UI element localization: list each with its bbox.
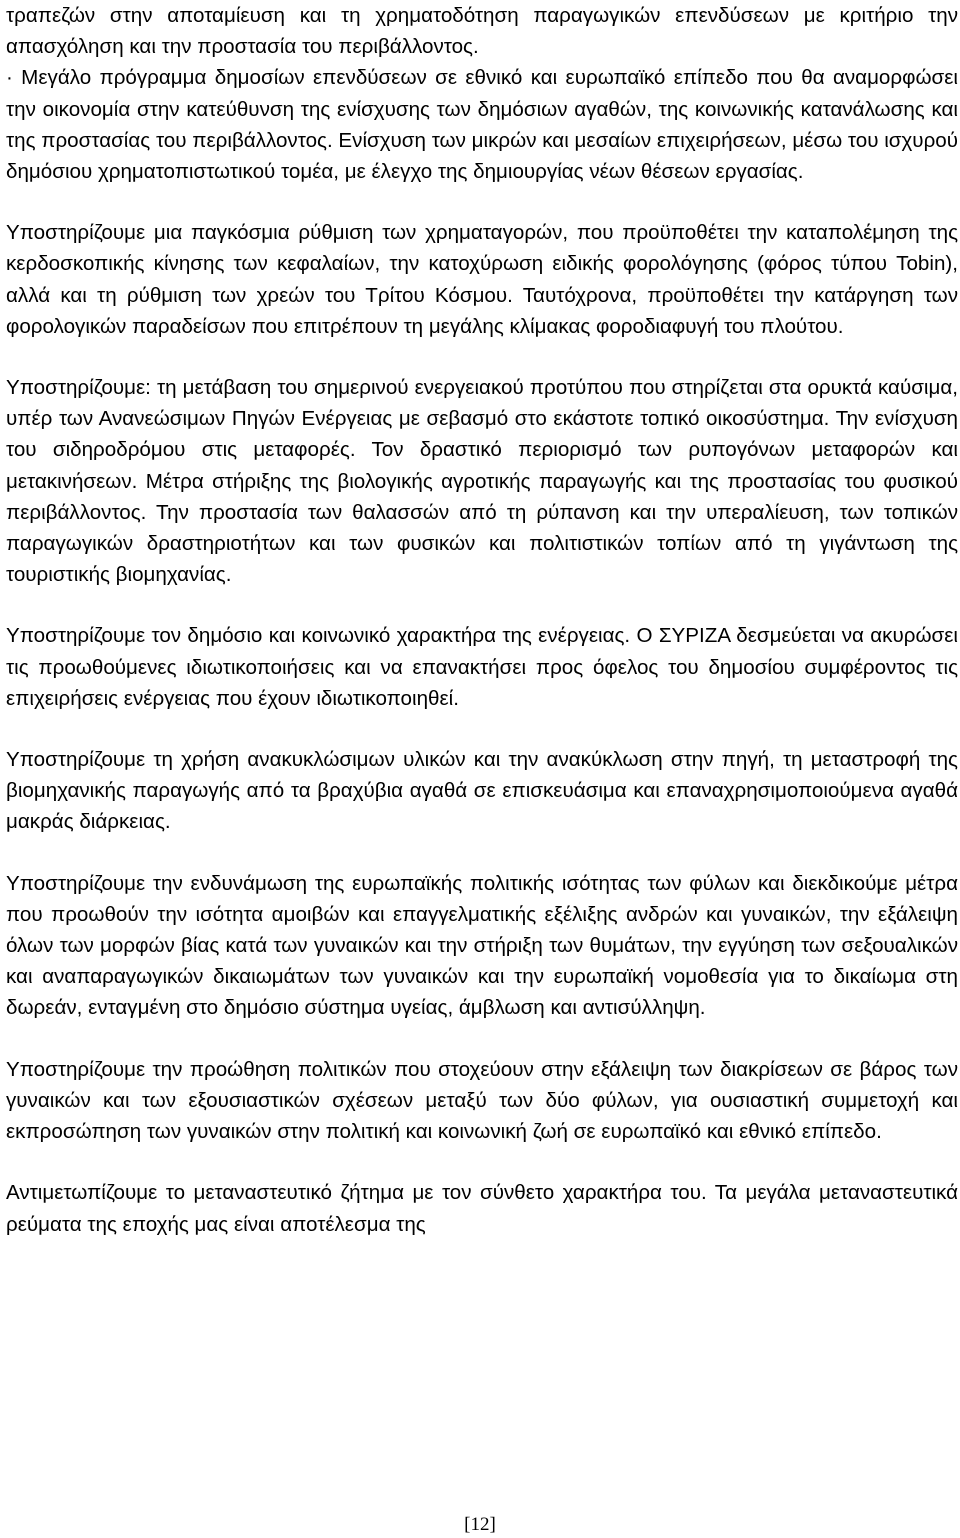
paragraph-recycling: Υποστηρίζουμε τη χρήση ανακυκλώσιμων υλικών και την ανακύκλωση στην πηγή, τη μεταστροφή της βιομηχανικής παραγωγής από τα βραχύβια αγαθά σε επισκευάσιμα και επαναχρησιμοποιούμενα αγαθά μακράς διάρκειας. — [6, 748, 958, 834]
paragraph-continuation: τραπεζών στην αποταμίευση και τη χρηματοδότηση παραγωγικών επενδύσεων με κριτήριο την απασχόληση και την προστασία του περιβάλλοντος. — [6, 4, 958, 59]
paragraph-public-energy: Υποστηρίζουμε τον δημόσιο και κοινωνικό χαρακτήρα της ενέργειας. Ο ΣΥΡΙΖΑ δεσμεύεται να ακυρώσει τις προωθούμενες ιδιωτικοποιήσεις και να επανακτήσει προς όφελος του δημοσίου συμφέροντος τις επιχειρήσεις ενέργειας που έχουν ιδιωτικοποιηθεί. — [6, 624, 958, 710]
paragraph-energy-transition: Υποστηρίζουμε: τη μετάβαση του σημερινού ενεργειακού προτύπου που στηρίζεται στα ορυκτά καύσιμα, υπέρ των Ανανεώσιμων Πηγών Ενέργειας με σεβασμό στο εκάστοτε τοπικό οικοσύστημα. Την ενίσχυση του σιδηροδρόμου στις μεταφορές. Τον δραστικό περιορισμό των ρυπογόνων μεταφορών και μετακινήσεων. Μέτρα στήριξης της βιολογικής αγροτικής παραγωγής και της προστασίας του φυσικού περιβάλλοντος. Την προστασία των θαλασσών από τη ρύπανση και την υπεραλίευση, των τοπικών παραγωγικών δραστηριοτήτων και των φυσικών και πολιτιστικών τοπίων από τη γιγάντωση της τουριστικής βιομηχανίας. — [6, 376, 958, 587]
paragraph-financial-regulation: Υποστηρίζουμε μια παγκόσμια ρύθμιση των χρηματαγορών, που προϋποθέτει την καταπολέμηση της κερδοσκοπικής κίνησης των κεφαλαίων, την κατοχύρωση ειδικής φορολόγησης (φόρος τύπου Tobin), αλλά και τη ρύθμιση των χρεών του Τρίτου Κόσμου. Ταυτόχρονα, προϋποθέτει την κατάργηση των φορολογικών παραδείσων που επιτρέπουν τη μεγάλης κλίμακας φοροδιαφυγή του πλούτου. — [6, 221, 958, 338]
paragraph-gender-equality: Υποστηρίζουμε την ενδυνάμωση της ευρωπαϊκής πολιτικής ισότητας των φύλων και διεκδικούμε μέτρα που προωθούν την ισότητα αμοιβών και επαγγελματικής εξέλιξης ανδρών και γυναικών, την εξάλειψη όλων των μορφών βίας κατά των γυναικών και την στήριξη των θυμάτων, την εγγύηση των σεξουαλικών και αναπαραγωγικών δικαιωμάτων των γυναικών και την ευρωπαϊκή νομοθεσία για το δικαίωμα στη δωρεάν, ενταγμένη στο δημόσιο σύστημα υγείας, άμβλωση και αντισύλληψη. — [6, 871, 958, 1020]
page-number: [12] — [464, 1514, 496, 1535]
paragraph-public-investment: · Μεγάλο πρόγραμμα δημοσίων επενδύσεων σε εθνικό και ευρωπαϊκό επίπεδο που θα αναμορφώσει την οικονομία στην κατεύθυνση της ενίσχυσης των δημόσιων αγαθών, της κοινωνικής κατανάλωσης και της προστασίας του περιβάλλοντος. Ενίσχυση των μικρών και μεσαίων επιχειρήσεων, μέσω του ισχυρού δημόσιου χρηματοπιστωτικού τομέα, με έλεγχο της δημιουργίας νέων θέσεων εργασίας. — [6, 66, 958, 184]
paragraph-migration: Αντιμετωπίζουμε το μεταναστευτικό ζήτημα με τον σύνθετο χαρακτήρα του. Τα μεγάλα μεταναστευτικά ρεύματα της εποχής μας είναι αποτέλεσμα της — [6, 1181, 958, 1236]
paragraph-discrimination: Υποστηρίζουμε την προώθηση πολιτικών που στοχεύουν στην εξάλειψη των διακρίσεων σε βάρος των γυναικών και των εξουσιαστικών σχέσεων μεταξύ των δύο φύλων, για ουσιαστική συμμετοχή και εκπροσώπηση των γυναικών στην πολιτική και κοινωνική ζωή σε ευρωπαϊκό και εθνικό επίπεδο. — [6, 1057, 958, 1144]
document-page — [6, 0, 958, 1240]
